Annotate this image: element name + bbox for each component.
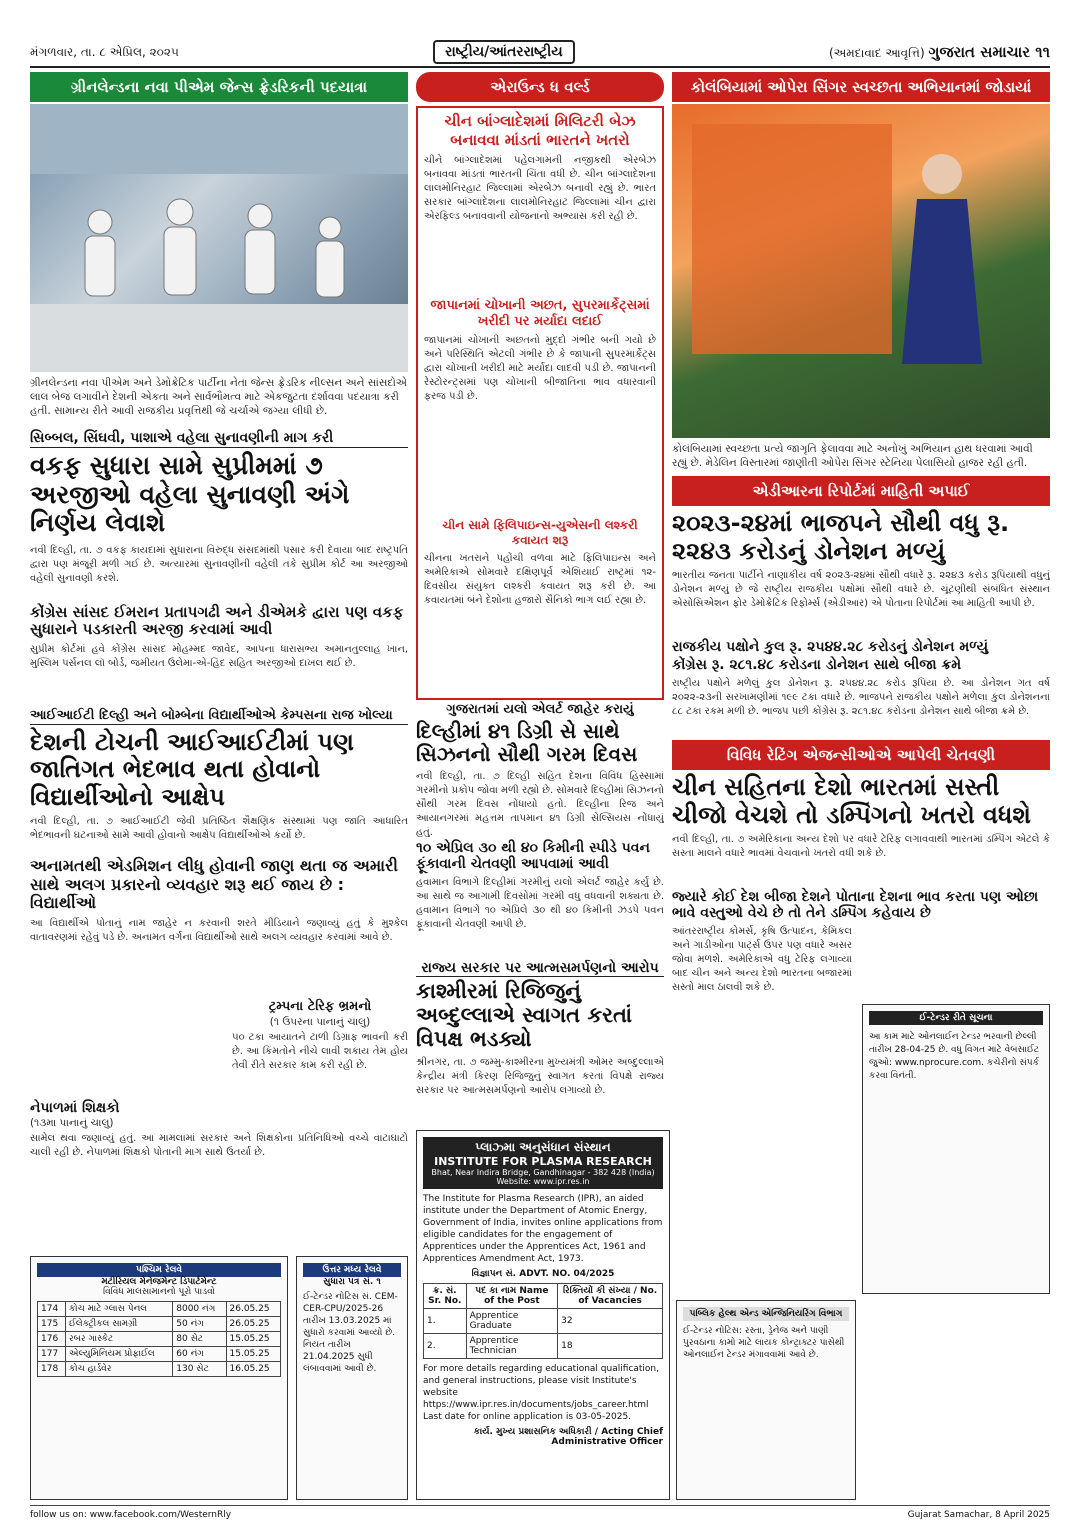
delhi-subhead: ૧૦ એપ્રિલ ૩૦ થી ૪૦ કિમીની સ્પીડે પવન ફૂંકાવાની ચેતવણી આપવામાં આવી (416, 839, 650, 872)
wr-cell: 60 નંગ (173, 1347, 226, 1362)
greenland-photo (30, 104, 408, 372)
philippines-body: ચીનના ખતરાને પહોંચી વળવા માટે ફિલિપાઇન્સ અને અમેરિકાએ સોમવારે દક્ષિણપૂર્વ એશિયાઈ રાષ્ટ્રમાં ૧૨-દિવસીય સંયુક્ત લશ્કરી કવાયત શરૂ કરી છે. આ કવાયતમાં બંને દેશોના હજારો સૈનિકો ભાગ લઈ રહ્યા છે. (424, 553, 656, 606)
trump-body: ૫૦ ટકા આયાતને ટાળી ડિગ્રાફ ભાવની કરી છે. આ કિંમતોને નીચે લાવી શકાય તેમ હોય તેવી રીતે સરકાર કામ કરી રહી છે. (232, 1031, 408, 1071)
table-row (38, 1317, 281, 1332)
nepal-cont: (૧૩મા પાનાનું ચાલુ) (30, 1117, 114, 1130)
ipr-advt-no: વિજ્ઞાપન સં. ADVT. NO. 04/2025 (471, 1269, 615, 1279)
wr-title: પશ્ચિમ રેલવે (37, 1263, 281, 1277)
delhi-body: નવી દિલ્હી, તા. ૭ દિલ્હી સહિત દેશના વિવિધ હિસ્સામાં ગરમીનો પ્રકોપ જોવા મળી રહ્યો છે. સોમવારે દિલ્હીમાં સિઝનનો સૌથી ગરમ દિવસ નોંધાયો હતો. દિલ્હીના રિજ અને આયાનગરમાં મહત્તમ તાપમાન ૪૧ ડિગ્રી સેલ્સિયસ નોંધાયું હતું. (416, 770, 664, 838)
dumping-subhead: જ્યારે કોઈ દેશ બીજા દેશને પોતાના દેશના ભાવ કરતા પણ ઓછા ભાવે વસ્તુઓ વેચે છે તો તેને ડમ્પિંગ કહેવાય છે (672, 889, 1039, 922)
ipr-col-vacancies: રિક્તિયોં કી સંખ્યા / No. of Vacancies (558, 1284, 663, 1309)
dumping-kicker: વિવિધ રેટિંગ એજન્સીઓએ આપેલી ચેતવણી (672, 740, 1050, 770)
ipr-col-sr: ક્ર. સં. Sr. No. (424, 1284, 467, 1309)
etender-title: ઈ-ટેન્ડર રીતે સૂચના (869, 1011, 1043, 1025)
waqf-kicker: સિબ્બલ, સિંઘવી, પાશાએ વહેલા સુનાવણીની માગ કરી (30, 430, 408, 448)
ncr-subtitle: સુધારા પત્ર સં. ૧ (323, 1277, 381, 1287)
wr-cell: 8000 નંગ (173, 1302, 226, 1317)
delhi-kicker: ગુજરાતમાં યલો એલર્ટ જાહેર કરાયું (446, 702, 634, 717)
wr-cell: 26.05.25 (226, 1317, 280, 1332)
table-row (38, 1332, 281, 1347)
ipr-address: Bhat, Near Indira Bridge, Gandhinagar - 382 428 (India) (431, 1168, 655, 1177)
delhi-headline: દિલ્હીમાં ૪૧ ડિગ્રી સે સાથે સિઝનનો સૌથી ગરમ દિવસ (416, 718, 638, 766)
ipr-row-sr: 2. (424, 1334, 467, 1359)
dumping-body: નવી દિલ્હી, તા. ૭ અમેરિકાના અન્ય દેશો પર વધારે ટેરિફ લગાવવાથી ભારતમાં ડમ્પિંગ એટલે કે સસ્તા માલને વધારે ભાવમાં વેચવાનો ખતરો વધી શકે છે. (672, 834, 1050, 860)
philippines-title: ચીન સામે ફિલિપાઇન્સ-યુએસની લશ્કરી કવાયત શરૂ (442, 518, 638, 547)
table-row (38, 1362, 281, 1377)
ncr-title: ઉત્તર મધ્ય રેલવે (303, 1263, 401, 1277)
ipr-row-count: 18 (558, 1334, 663, 1359)
wr-cell: એલ્યુમિનિયમ પ્રોફાઈલ (65, 1347, 172, 1362)
wr-cell: 176 (38, 1332, 66, 1347)
wr-cell: કોચ હાર્ડવેર (65, 1362, 172, 1377)
ipr-row-post: Apprentice Graduate (466, 1309, 558, 1334)
dumping-headline: ચીન સહિતના દેશો ભારતમાં સસ્તી ચીજો વેચશે તો ડમ્પિંગનો ખતરો વધશે (672, 773, 1031, 829)
wr-cell: 50 નંગ (173, 1317, 226, 1332)
people-walking-icon (30, 104, 408, 372)
wr-cell: 26.05.25 (226, 1302, 280, 1317)
table-row (424, 1309, 663, 1334)
ipr-col-post: પદ કા નામ Name of the Post (466, 1284, 558, 1309)
footer-left[interactable]: follow us on: www.facebook.com/WesternRly (30, 1510, 232, 1520)
japan-rice-body: જાપાનમાં ચોખાની અછતનો મુદ્દો ગંભીર બની ગયો છે અને પરિસ્થિતિ એટલી ગંભીર છે કે જાપાની સુપરમાર્કેટ્સ દ્વારા ચોખાની ખરીદી માટે મર્યાદા લાદવી પડી છે. જાપાનની રેસ્ટોરન્ટ્સમાં પણ ચોખાની બીજાતિના ભાવ વધારવાની ફરજ પડી છે. (424, 335, 656, 402)
trump-cont: (૧ ઉપરના પાનાનું ચાલુ) (269, 1015, 371, 1028)
wr-table (37, 1301, 281, 1377)
waqf-subhead: કોંગ્રેસ સાંસદ ઈમરાન પ્રતાપગઢી અને ડીએમકે દ્વારા પણ વકફ સુધારાને પડકારતી અરજી કરવામાં આવી (30, 603, 404, 639)
iit-body: નવી દિલ્હી, તા. ૭ આઈઆઈટી જેવી પ્રતિષ્ઠિત શૈક્ષણિક સંસ્થામાં પણ જાતિ આધારિત ભેદભાવની ઘટનાઓ સામે આવી હોવાનો આક્ષેપ વિદ્યાર્થીઓએ કર્યો છે. (30, 816, 408, 842)
delhi-body2: હવામાન વિભાગે દિલ્હીમાં ગરમીનું યલો એલર્ટ જાહેર કર્યું છે. આ સાથે જ આગામી દિવસોમાં ગરમી વધુ વધવાની શક્યતા છે. હવામાન વિભાગે ૧૦ એપ્રિલે ૩૦ થી ૪૦ કિમીની ઝડપે પવન ફૂંકાવાની ચેતવણી આપી છે. (416, 876, 664, 930)
ipr-advertisement (416, 1130, 670, 1500)
edition-label: (અમદાવાદ આવૃત્તિ) (828, 46, 925, 60)
kashmir-body: શ્રીનગર, તા. ૭ જમ્મુ-કાશ્મીરના મુખ્યમંત્રી ઓમર અબ્દુલ્લાએ કેન્દ્રીય મંત્રી કિરણ રિજિજુનું સ્વાગત કરતાં વિપક્ષે રાજ્ય સરકાર પર આત્મસમર્પણનો આરોપ લગાવ્યો છે. (416, 1056, 664, 1096)
adr-subhead: રાજકીય પક્ષોને કુલ રૂ. ૨૫૪૪.૨૮ કરોડનું ડોનેશન મળ્યું (672, 639, 989, 656)
wr-cell: 80 સેટ (173, 1332, 226, 1347)
section-label: રાષ્ટ્રીય/આંતરરાષ્ટ્રીય (433, 40, 575, 64)
dumping-body2: આંતરરાષ્ટ્રીય કોમર્સ, કૃષિ ઉત્પાદન, કેમિકલ અને ગાડીઓના પાર્ટ્સ ઉપર પણ વધારે અસર જોવા મળશે. અમેરિકાએ વધુ ટેરિફ લગાવ્યા બાદ ચીન અને અન્ય દેશો ભારતના બજારમાં સસ્તો માલ ઠાલવી શકે છે. (672, 926, 852, 994)
wr-cell: 16.05.25 (226, 1362, 280, 1377)
wr-cell: 174 (38, 1302, 66, 1317)
pwd-advertisement (676, 1300, 856, 1500)
ncr-body: ઈ-ટેન્ડર નોટિસ સં. CEM-CER-CPU/2025-26 તારીખ 13.03.2025 માં સુધારો કરવામાં આવ્યો છે. નિયત તારીખ 21.04.2025 સુધી લંબાવવામાં આવી છે. (303, 1292, 398, 1374)
wr-cell: કોચ માટે ગ્લાસ પેનલ (65, 1302, 172, 1317)
colombia-banner: કોલંબિયામાં ઓપેરા સિંગર સ્વચ્છતા અભિયાનમાં જોડાયાં (672, 72, 1050, 102)
colombia-caption: કોલંબિયામાં સ્વચ્છતા પ્રત્યે જાગૃતિ ફેલાવવા માટે અનોખું અભિયાન હાથ ધરવામાં આવી રહ્યું છે. મેડેલિન વિસ્તારમાં જાણીતી ઓપેરા સિંગર સ્ટેનિયા પેલાસિયો હાજર રહી હતી. (672, 443, 1033, 469)
page-footer (30, 1505, 1050, 1524)
wr-cell: 15.05.25 (226, 1347, 280, 1362)
china-bangladesh-body: ચીને બાંગ્લાદેશમાં પહેલગામની નજીકથી એરબેઝ બનાવવા માંડતાં ભારતની ચિંતા વધી છે. ચીન બાંગ્લાદેશના લાલમોનિરહાટ જિલ્લામાં એરબેઝ બનાવી રહ્યું છે. ભારત સરકાર બાંગ્લાદેશના લાલમોનિરહાટ જિલ્લામાં ચીન દ્વારા એરફિલ્ડ બનાવવાની યોજનાનો અભ્યાસ કરી રહી છે. (424, 154, 656, 222)
ipr-row-sr: 1. (424, 1309, 467, 1334)
adr-subhead2: કોંગ્રેસ રૂ. ૨૮૧.૪૮ કરોડના ડોનેશન સાથે બીજા ક્રમે (672, 657, 962, 674)
kashmir-kicker: રાજ્ય સરકાર પર આત્મસમર્પણનો આરોપ (416, 960, 664, 977)
adr-headline: ૨૦૨૩-૨૪માં ભાજપને સૌથી વધુ રૂ. ૨૨૪૩ કરોડનું ડોનેશન મળ્યું (672, 509, 1010, 565)
ipr-org-en: INSTITUTE FOR PLASMA RESEARCH (434, 1155, 652, 1168)
wr-subtitle: મટીરિયલ મેનેજમેન્ટ ડિપાર્ટમેન્ટ (101, 1277, 217, 1287)
ipr-note: For more details regarding educational qualification, and general instructions, please visit Institute's website https://www.ipr.res.in/documents/jobs_career.html Last date for online application is 03-05-2025. (423, 1364, 659, 1422)
adr-kicker: એડીઆરના રિપોર્ટમાં માહિતી અપાઈ (672, 476, 1050, 506)
ipr-intro: The Institute for Plasma Research (IPR), an aided institute under the Department of Atomic Energy, Government of India, invites online applications from eligible candidates for the engagement of Apprentices under the Apprentices Act, 1961 and Apprentices Amendment Act, 1973. (423, 1194, 663, 1264)
adr-body: ભારતીય જનતા પાર્ટીને નાણાકીય વર્ષ ૨૦૨૩-૨૪માં સૌથી વધારે રૂ. ૨૨૪૩ કરોડ રૂપિયાથી વધુનું ડોનેશન મળ્યું છે જે રાષ્ટ્રીય રાજકીય પક્ષોમાં સૌથી વધારે છે. ચૂંટણીથી સંબંધિત સંસ્થાન એસોસિએશન ફોર ડેમોક્રેટિક રિફોર્મ્સ (એડીઆર) એ પોતાના રિપોર્ટમાં આ માહિતી આપી છે. (672, 570, 1050, 610)
greenland-caption: ગ્રીનલેન્ડના નવા પીએમ અને ડેમોક્રેટિક પાર્ટીના નેતા જેન્સ ફ્રેડરિક નીલ્સન અને સાંસદોએ લાલ બેજ લગાવીને દેશની એકતા અને સાર્વભૌમત્વ માટે એકજુટતા દર્શાવવા પદયાત્રા કરી હતી. સામાન્ય રીતે આવી રાજકીય પ્રવૃત્તિથી જે ચર્ચાએ જગ્યા લીધી છે. (30, 377, 407, 417)
wr-cell: 175 (38, 1317, 66, 1332)
around-box (416, 106, 664, 700)
ipr-signatory: કાર્ય. મુખ્ય પ્રશાસનિક અધિકારી / Acting Chief Administrative Officer (473, 1427, 663, 1447)
ipr-website: Website: www.ipr.res.in (496, 1177, 590, 1186)
footer-right: Gujarat Samachar, 8 April 2025 (907, 1510, 1050, 1520)
pwd-body: ઈ-ટેન્ડર નોટિસ: રસ્તા, ડ્રેનેજ અને પાણી પુરવઠાના કામો માટે લાયક કોન્ટ્રાક્ટર પાસેથી ઓનલાઈન ટેન્ડર મંગાવવામાં આવે છે. (683, 1326, 845, 1360)
page-header (30, 38, 1050, 68)
western-railway-ad (30, 1256, 288, 1500)
table-row (424, 1334, 663, 1359)
waqf-body2: સુપ્રીમ કોર્ટમાં હવે કોંગ્રેસ સાંસદ મોહમ્મદ જાવેદ, આપના ધારાસભ્ય અમાનતુલ્લાહ ખાન, મુસ્લિમ પર્સનલ લૉ બોર્ડ, જમીયત ઉલેમા-એ-હિંદ સહિત અરજીઓ દાખલ થઈ છે. (30, 643, 408, 669)
wr-cell: ઈલેક્ટ્રીકલ સામગ્રી (65, 1317, 172, 1332)
ipr-row-count: 32 (558, 1309, 663, 1334)
ncr-advertisement (296, 1256, 408, 1500)
etender-notice (862, 1004, 1050, 1294)
wr-subtitle2: વિવિધ માલસામાનનો પૂરો પાડવો (103, 1287, 215, 1297)
iit-subhead: અનામતથી એડમિશન લીધુ હોવાની જાણ થતા જ અમારી સાથે અલગ પ્રકારનો વ્યવહાર શરૂ થઈ જાય છે : વિદ્યાર્થીઓ (30, 856, 398, 913)
waqf-headline: વકફ સુધારા સામે સુપ્રીમમાં ૭ અરજીઓ વહેલા સુનાવણી અંગે નિર્ણય લેવાશે (30, 450, 350, 538)
adr-body2: રાષ્ટ્રીય પક્ષોને મળેલું કુલ ડોનેશન રૂ. ૨૫૪૪.૨૮ કરોડ રૂપિયા છે. આ ડોનેશન ગત વર્ષ ૨૦૨૨-૨૩ની સરખામણીમાં ૧૯૯ ટકા વધારે છે. ભાજપને રાજકીય પક્ષોને મળેલા કુલ ડોનેશનના ૮૮ ટકા રકમ મળી છે. ભાજપ પછી કોંગ્રેસ રૂ. ૨૮૧.૪૮ કરોડના ડોનેશન સાથે બીજા ક્રમે છે. (672, 678, 1050, 718)
wr-cell: 130 સેટ (173, 1362, 226, 1377)
table-row (38, 1347, 281, 1362)
kashmir-headline: કાશ્મીરમાં રિજિજુનું અબ્દુલ્લાએ સ્વાગત કરતાં વિપક્ષ ભડક્યો (416, 979, 633, 1052)
opera-singer-icon (672, 104, 1050, 438)
wr-cell: રબર ગાસ્કેટ (65, 1332, 172, 1347)
nepal-title: નેપાળમાં શિક્ષકો (30, 1100, 120, 1116)
nepal-body: સામેલ થવા જણાવ્યું હતું. આ મામલામાં સરકાર અને શિક્ષકોના પ્રતિનિધિઓ વચ્ચે વાટાઘાટો ચાલી રહી છે. નેપાળમાં શિક્ષકો પોતાની માગ સાથે ઉતર્યા છે. (30, 1133, 408, 1159)
japan-rice-title: જાપાનમાં ચોખાની અછત, સુપરમાર્કેટ્સમાં ખરીદી પર મર્યાદા લદાઈ (430, 297, 650, 329)
iit-kicker: આઈઆઈટી દિલ્હી અને બોમ્બેના વિદ્યાર્થીઓએ કેમ્પસના રાજ ખોલ્યા (30, 708, 408, 725)
around-banner: એરાઉન્ડ ધ વર્લ્ડ (416, 72, 664, 102)
issue-date: મંગળવાર, તા. ૮ એપ્રિલ, ૨૦૨૫ (30, 44, 179, 59)
etender-body: આ કામ માટે ઓનલાઈન ટેન્ડર ભરવાની છેલ્લી તારીખ 28-04-25 છે. વધુ વિગત માટે વેબસાઈટ જુઓ: www.nprocure.com. કચેરીનો સંપર્ક કરવા વિનંતી. (869, 1032, 1040, 1081)
iit-headline: દેશની ટોચની આઈઆઈટીમાં પણ જાતિગત ભેદભાવ થતા હોવાનો વિદ્યાર્થીઓનો આક્ષેપ (30, 727, 354, 811)
ipr-org-gu: પ્લાઝ્મા અનુસંધાન સંસ્થાન (475, 1140, 611, 1154)
wr-cell: 15.05.25 (226, 1332, 280, 1347)
trump-title: ટ્રમ્પના ટેરિફ ભ્રમનો (268, 999, 372, 1014)
china-bangladesh-title: ચીન બાંગ્લાદેશમાં મિલિટરી બેઝ બનાવવા માંડતાં ભારતને ખતરો (444, 112, 636, 149)
brand-label: ગુજરાત સમાચાર ૧૧ (928, 43, 1050, 61)
colombia-photo (672, 104, 1050, 438)
ipr-vacancy-table (423, 1283, 663, 1359)
pwd-title: પબ્લિક હેલ્થ એન્ડ એન્જિનિયરિંગ વિભાગ (683, 1307, 849, 1321)
greenland-banner: ગ્રીનલેન્ડના નવા પીએમ જેન્સ ફ્રેડરિકની પદયાત્રા (30, 72, 408, 102)
ipr-row-post: Apprentice Technician (466, 1334, 558, 1359)
wr-cell: 178 (38, 1362, 66, 1377)
iit-body2: આ વિદ્યાર્થીએ પોતાનું નામ જાહેર ન કરવાની શરતે મીડિયાને જણાવ્યું હતું કે મુશ્કેલ વાતાવરણમાં રહેવું પડે છે. અનામત વર્ગના વિદ્યાર્થીઓ સાથે અલગ વ્યવહાર કરવામાં આવે છે. (30, 917, 408, 943)
wr-cell: 177 (38, 1347, 66, 1362)
table-row (38, 1302, 281, 1317)
waqf-body: નવી દિલ્હી, તા. ૭ વકફ કાયદામાં સુધારાના વિરુદ્ધ સંસદમાંથી પસાર કરી દેવાયા બાદ રાષ્ટ્રપતિ દ્વારા પણ મંજૂરી મળી ગઈ છે. અત્યારમાં સુનાવણીની વહેલી તકે સુપ્રીમ કોર્ટ આ અરજીઓ વહેલી સુનાવણી કરશે. (30, 545, 408, 585)
